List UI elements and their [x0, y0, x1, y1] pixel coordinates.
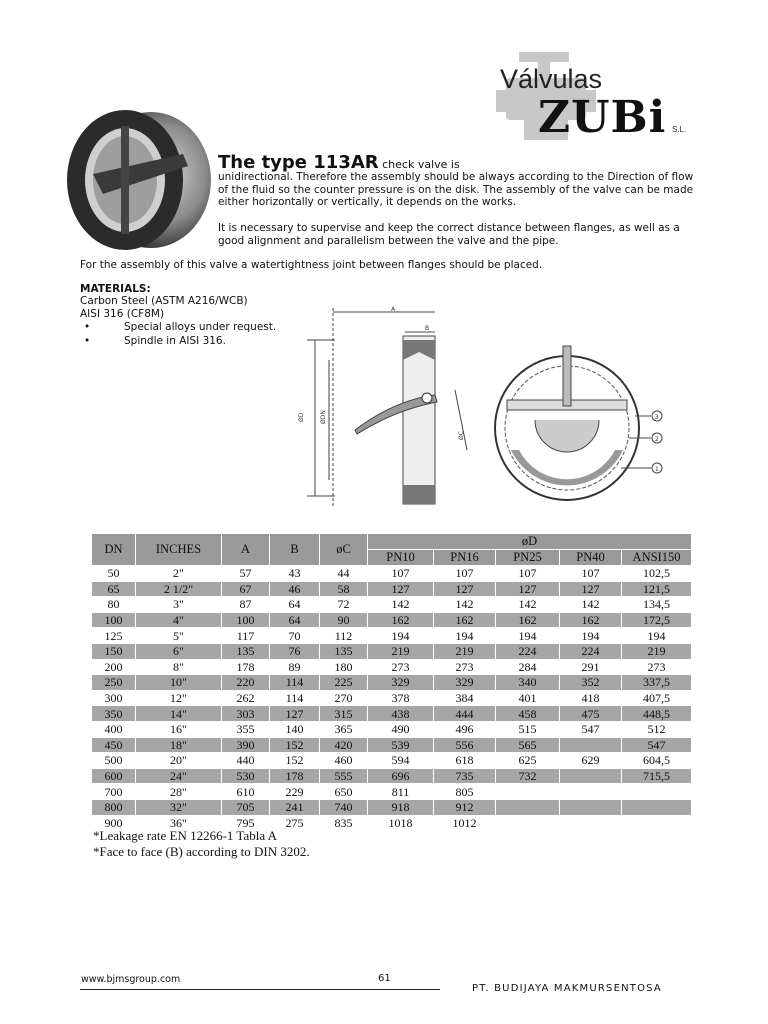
table-cell: 229 [270, 784, 320, 800]
description-paragraph-2: It is necessary to supervise and keep the correct distance between flanges, as well as a good alignment and parallelism between the valve and the pipe. [218, 222, 680, 247]
table-cell: 547 [560, 721, 622, 737]
table-cell: 12" [136, 690, 222, 706]
table-cell: 140 [270, 721, 320, 737]
table-cell: 89 [270, 659, 320, 675]
table-cell: 4" [136, 612, 222, 628]
table-cell: 610 [222, 784, 270, 800]
table-cell: 142 [496, 597, 560, 613]
table-cell: 162 [560, 612, 622, 628]
table-cell: 1012 [434, 815, 496, 831]
table-cell: 835 [320, 815, 368, 831]
table-cell: 329 [434, 675, 496, 691]
table-cell: 107 [560, 566, 622, 582]
table-cell: 135 [320, 643, 368, 659]
bullet-marker: • [84, 335, 91, 347]
material-bullet: Special alloys under request. [124, 321, 277, 333]
table-row [92, 566, 692, 582]
table-cell: 275 [270, 815, 320, 831]
table-cell: 650 [320, 784, 368, 800]
table-cell [560, 799, 622, 815]
table-cell: 87 [222, 597, 270, 613]
table-cell: 32" [136, 799, 222, 815]
table-cell: 219 [368, 643, 434, 659]
table-cell: 36" [136, 815, 222, 831]
table-cell: 70 [270, 628, 320, 644]
table-cell: 127 [560, 581, 622, 597]
table-cell: 740 [320, 799, 368, 815]
table-cell [560, 737, 622, 753]
table-row [92, 706, 692, 722]
table-cell: 490 [368, 721, 434, 737]
table-cell: 696 [368, 768, 434, 784]
table-cell: 250 [92, 675, 136, 691]
table-cell: 512 [622, 721, 692, 737]
table-cell: 340 [496, 675, 560, 691]
table-cell: 219 [622, 643, 692, 659]
table-cell: 6" [136, 643, 222, 659]
svg-text:2: 2 [655, 436, 659, 443]
table-cell: 16" [136, 721, 222, 737]
table-cell: 547 [622, 737, 692, 753]
table-cell: 162 [368, 612, 434, 628]
footer-rule [80, 989, 440, 990]
table-cell: 134,5 [622, 597, 692, 613]
zubi-logo [494, 50, 704, 145]
table-cell: 918 [368, 799, 434, 815]
svg-text:Válvulas: Válvulas [500, 64, 603, 94]
table-row [92, 643, 692, 659]
table-cell: 43 [270, 566, 320, 582]
table-cell: 46 [270, 581, 320, 597]
table-cell: 262 [222, 690, 270, 706]
note-line: *Face to face (B) according to DIN 3202. [93, 844, 310, 859]
header-pn25: PN25 [496, 550, 560, 566]
bullet-marker: • [84, 321, 91, 333]
header-pn16: PN16 [434, 550, 496, 566]
table-cell: 150 [92, 643, 136, 659]
table-cell: 2 1/2" [136, 581, 222, 597]
header-ansi150: ANSI150 [622, 550, 692, 566]
table-cell: 107 [496, 566, 560, 582]
table-row [92, 628, 692, 644]
table-cell: 127 [270, 706, 320, 722]
table-cell: 300 [92, 690, 136, 706]
table-cell: 162 [496, 612, 560, 628]
material-line: Carbon Steel (ASTM A216/WCB) [80, 295, 248, 307]
table-cell: 117 [222, 628, 270, 644]
table-cell [622, 799, 692, 815]
table-cell: 418 [560, 690, 622, 706]
table-cell: 57 [222, 566, 270, 582]
table-cell: 440 [222, 753, 270, 769]
table-cell: 44 [320, 566, 368, 582]
table-cell: 112 [320, 628, 368, 644]
header-od: øD [368, 534, 692, 550]
table-cell: 400 [92, 721, 136, 737]
table-cell: 90 [320, 612, 368, 628]
table-cell: 224 [496, 643, 560, 659]
material-bullet: Spindle in AISI 316. [124, 335, 226, 347]
table-cell: 539 [368, 737, 434, 753]
table-cell: 500 [92, 753, 136, 769]
product-title-rest: check valve is [378, 158, 460, 171]
table-cell: 556 [434, 737, 496, 753]
table-cell: 5" [136, 628, 222, 644]
svg-text:S.L.: S.L. [672, 125, 687, 134]
table-cell: 142 [560, 597, 622, 613]
table-cell [560, 784, 622, 800]
description-paragraph-1: unidirectional. Therefore the assembly should be always according to the Direction of flow of the fluid so the counter pressure is on the disk. The assembly of the valve can be made either horizontally or vertically, it depends on the works. [218, 171, 694, 208]
table-cell: 629 [560, 753, 622, 769]
table-cell: 355 [222, 721, 270, 737]
table-cell: 58 [320, 581, 368, 597]
table-cell: 76 [270, 643, 320, 659]
table-cell [496, 784, 560, 800]
table-cell: 178 [270, 768, 320, 784]
header-b: B [270, 534, 320, 566]
table-cell: 100 [222, 612, 270, 628]
table-cell: 14" [136, 706, 222, 722]
table-cell: 241 [270, 799, 320, 815]
table-row [92, 581, 692, 597]
table-cell: 600 [92, 768, 136, 784]
table-cell [496, 815, 560, 831]
table-cell: 284 [496, 659, 560, 675]
table-cell: 178 [222, 659, 270, 675]
table-cell: 1018 [368, 815, 434, 831]
table-cell: 121,5 [622, 581, 692, 597]
table-cell: 618 [434, 753, 496, 769]
table-cell: 194 [622, 628, 692, 644]
table-row [92, 721, 692, 737]
table-row [92, 799, 692, 815]
page-number: 61 [378, 973, 391, 984]
table-cell: 107 [434, 566, 496, 582]
table-cell: 365 [320, 721, 368, 737]
table-cell: 350 [92, 706, 136, 722]
table-cell: 795 [222, 815, 270, 831]
table-cell: 329 [368, 675, 434, 691]
table-cell: 80 [92, 597, 136, 613]
table-cell: 219 [434, 643, 496, 659]
table-cell: 273 [622, 659, 692, 675]
table-cell: 162 [434, 612, 496, 628]
table-row [92, 690, 692, 706]
table-cell: 444 [434, 706, 496, 722]
table-cell: 384 [434, 690, 496, 706]
table-cell: 127 [434, 581, 496, 597]
table-cell: 460 [320, 753, 368, 769]
table-cell: 715,5 [622, 768, 692, 784]
valve-photo [63, 104, 213, 252]
table-cell: 107 [368, 566, 434, 582]
footer-url: www.bjmsgroup.com [81, 974, 181, 985]
table-cell: 127 [368, 581, 434, 597]
table-cell: 28" [136, 784, 222, 800]
table-cell: 200 [92, 659, 136, 675]
table-cell: 805 [434, 784, 496, 800]
table-cell: 530 [222, 768, 270, 784]
table-cell: 705 [222, 799, 270, 815]
table-cell: 555 [320, 768, 368, 784]
table-cell: 450 [92, 737, 136, 753]
table-cell: 420 [320, 737, 368, 753]
svg-text:ØD: ØD [298, 412, 305, 422]
table-cell: 114 [270, 675, 320, 691]
svg-text:ØDN: ØDN [320, 410, 327, 424]
table-cell: 438 [368, 706, 434, 722]
table-cell: 291 [560, 659, 622, 675]
table-cell: 2" [136, 566, 222, 582]
table-row [92, 753, 692, 769]
table-cell: 407,5 [622, 690, 692, 706]
svg-text:1: 1 [655, 466, 659, 473]
table-row [92, 597, 692, 613]
table-cell: 127 [496, 581, 560, 597]
table-cell: 194 [560, 628, 622, 644]
table-cell: 172,5 [622, 612, 692, 628]
table-cell: 625 [496, 753, 560, 769]
table-cell [496, 799, 560, 815]
table-cell [560, 815, 622, 831]
dimensions-table [91, 533, 691, 831]
product-title [218, 152, 460, 173]
header-a: A [222, 534, 270, 566]
table-cell: 20" [136, 753, 222, 769]
svg-text:ZUBi: ZUBi [538, 92, 667, 143]
table-cell: 700 [92, 784, 136, 800]
table-cell: 65 [92, 581, 136, 597]
table-cell: 735 [434, 768, 496, 784]
description-paragraph-3: For the assembly of this valve a watertightness joint between flanges should be placed. [80, 259, 543, 271]
table-cell [622, 815, 692, 831]
note-line: *Leakage rate EN 12266-1 Tabla A [93, 828, 278, 843]
table-cell: 378 [368, 690, 434, 706]
table-cell: 220 [222, 675, 270, 691]
table-cell: 401 [496, 690, 560, 706]
table-cell: 270 [320, 690, 368, 706]
table-cell: 3" [136, 597, 222, 613]
table-cell [622, 784, 692, 800]
technical-drawing [295, 300, 695, 515]
table-cell: 114 [270, 690, 320, 706]
materials-heading: MATERIALS: [80, 283, 151, 295]
table-cell: 273 [368, 659, 434, 675]
table-cell: 18" [136, 737, 222, 753]
table-cell: 800 [92, 799, 136, 815]
table-cell: 811 [368, 784, 434, 800]
table-row [92, 675, 692, 691]
table-cell: 900 [92, 815, 136, 831]
table-cell: 475 [560, 706, 622, 722]
header-pn10: PN10 [368, 550, 434, 566]
table-cell: 448,5 [622, 706, 692, 722]
table-cell: 8" [136, 659, 222, 675]
table-cell: 732 [496, 768, 560, 784]
table-cell [560, 768, 622, 784]
table-cell: 194 [368, 628, 434, 644]
table-row [92, 737, 692, 753]
table-row [92, 768, 692, 784]
header-pn40: PN40 [560, 550, 622, 566]
table-body [92, 566, 692, 831]
svg-text:B: B [425, 325, 430, 332]
table-notes [93, 828, 310, 860]
table-cell: 180 [320, 659, 368, 675]
table-cell: 194 [434, 628, 496, 644]
table-cell: 594 [368, 753, 434, 769]
table-cell: 912 [434, 799, 496, 815]
header-dn: DN [92, 534, 136, 566]
table-cell: 352 [560, 675, 622, 691]
footer-company: PT. BUDIJAYA MAKMURSENTOSA [472, 983, 662, 994]
table-cell: 64 [270, 597, 320, 613]
table-cell: 50 [92, 566, 136, 582]
header-oc: øC [320, 534, 368, 566]
table-cell: 142 [434, 597, 496, 613]
table-cell: 10" [136, 675, 222, 691]
svg-text:ØC: ØC [458, 431, 465, 440]
table-cell: 24" [136, 768, 222, 784]
table-cell: 125 [92, 628, 136, 644]
table-cell: 135 [222, 643, 270, 659]
table-cell: 496 [434, 721, 496, 737]
table-cell: 152 [270, 737, 320, 753]
table-cell: 225 [320, 675, 368, 691]
table-cell: 102,5 [622, 566, 692, 582]
table-cell: 67 [222, 581, 270, 597]
table-cell: 515 [496, 721, 560, 737]
svg-text:3: 3 [655, 414, 659, 421]
table-cell: 565 [496, 737, 560, 753]
product-title-main: The type 113AR [218, 152, 379, 173]
table-cell: 273 [434, 659, 496, 675]
table-cell: 604,5 [622, 753, 692, 769]
table-cell: 72 [320, 597, 368, 613]
material-line: AISI 316 (CF8M) [80, 308, 165, 320]
table-cell: 64 [270, 612, 320, 628]
header-inches: INCHES [136, 534, 222, 566]
table-cell: 142 [368, 597, 434, 613]
table-cell: 224 [560, 643, 622, 659]
table-cell: 194 [496, 628, 560, 644]
table-cell: 390 [222, 737, 270, 753]
table-row [92, 612, 692, 628]
table-cell: 100 [92, 612, 136, 628]
table-cell: 303 [222, 706, 270, 722]
svg-text:A: A [391, 306, 396, 313]
table-row [92, 659, 692, 675]
table-row [92, 784, 692, 800]
table-cell: 458 [496, 706, 560, 722]
table-cell: 152 [270, 753, 320, 769]
table-cell: 337,5 [622, 675, 692, 691]
logo-graphic [494, 50, 704, 145]
table-cell: 315 [320, 706, 368, 722]
